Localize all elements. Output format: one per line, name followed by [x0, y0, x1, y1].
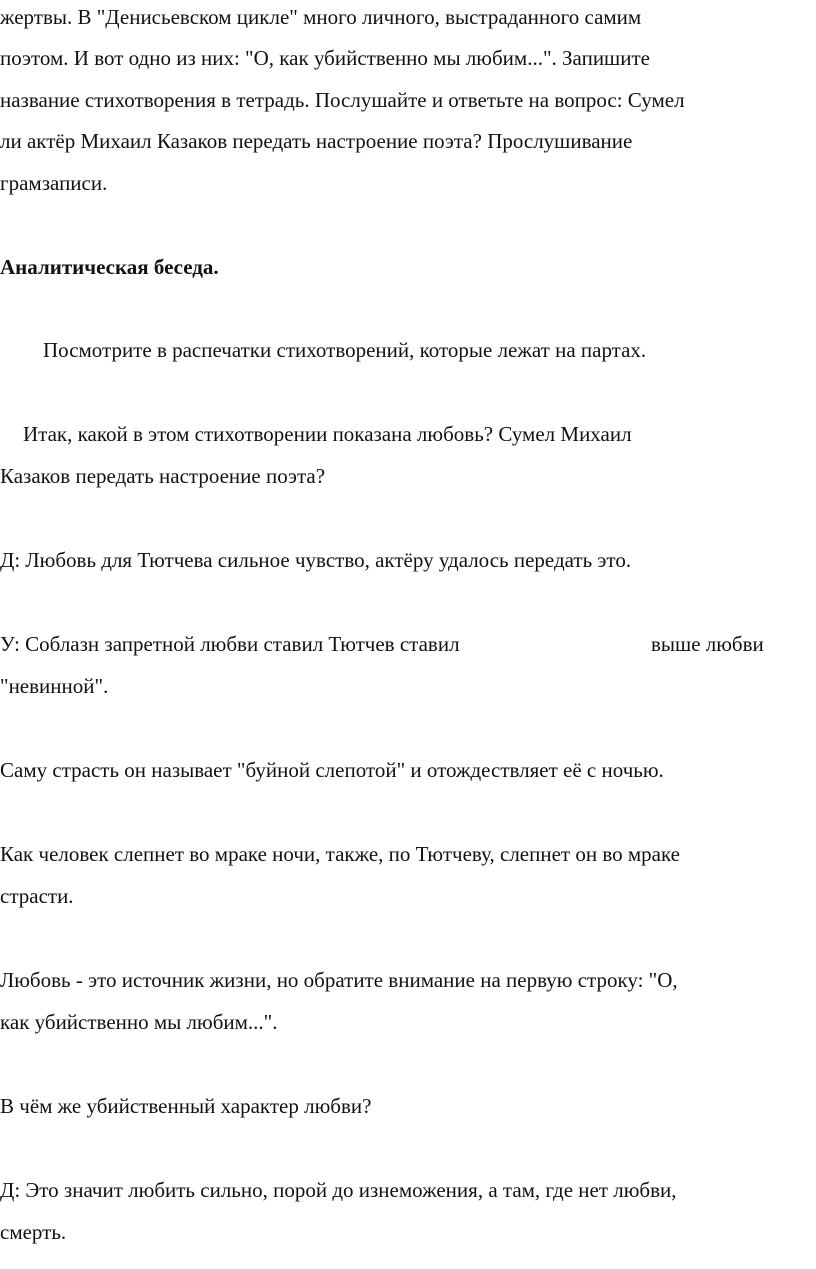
life-source-line-2: как убийственно мы любим...".: [0, 1010, 278, 1034]
intro-line-5: грамзаписи.: [0, 171, 108, 195]
teacher-remark-part-2: выше любви: [651, 632, 764, 656]
student-answer-2-line-2: смерть.: [0, 1220, 67, 1244]
teacher-remark-part-1: У: Соблазн запретной любви ставил Тютчев ставил: [0, 632, 460, 656]
question-line-1: Итак, какой в этом стихотворении показана любовь? Сумел Михаил: [23, 422, 632, 446]
intro-line-1: жертвы. В "Денисьевском цикле" много личного, выстраданного самим: [0, 5, 642, 29]
murderous-question: В чём же убийственный характер любви?: [0, 1094, 372, 1118]
section-heading: Аналитическая беседа.: [0, 255, 219, 279]
question-line-2: Казаков передать настроение поэта?: [0, 464, 326, 488]
intro-line-2: поэтом. И вот одно из них: "О, как убийственно мы любим...". Запишите: [0, 46, 650, 70]
blindness-line-1: Как человек слепнет во мраке ночи, также, по Тютчеву, слепнет он во мраке: [0, 842, 680, 866]
teacher-remark-line-2: "невинной".: [0, 674, 109, 698]
student-answer-1: Д: Любовь для Тютчева сильное чувство, актёру удалось передать это.: [0, 548, 632, 572]
printouts-instruction: Посмотрите в распечатки стихотворений, которые лежат на партах.: [43, 338, 647, 362]
life-source-line-1: Любовь - это источник жизни, но обратите внимание на первую строку: "О,: [0, 968, 678, 992]
intro-line-4: ли актёр Михаил Казаков передать настроение поэта? Прослушивание: [0, 129, 633, 153]
student-answer-2-line-1: Д: Это значит любить сильно, порой до изнеможения, а там, где нет любви,: [0, 1178, 677, 1202]
passion-paragraph: Саму страсть он называет "буйной слепотой" и отождествляет её с ночью.: [0, 758, 664, 782]
blindness-line-2: страсти.: [0, 884, 74, 908]
intro-line-3: название стихотворения в тетрадь. Послушайте и ответьте на вопрос: Сумел: [0, 88, 685, 112]
